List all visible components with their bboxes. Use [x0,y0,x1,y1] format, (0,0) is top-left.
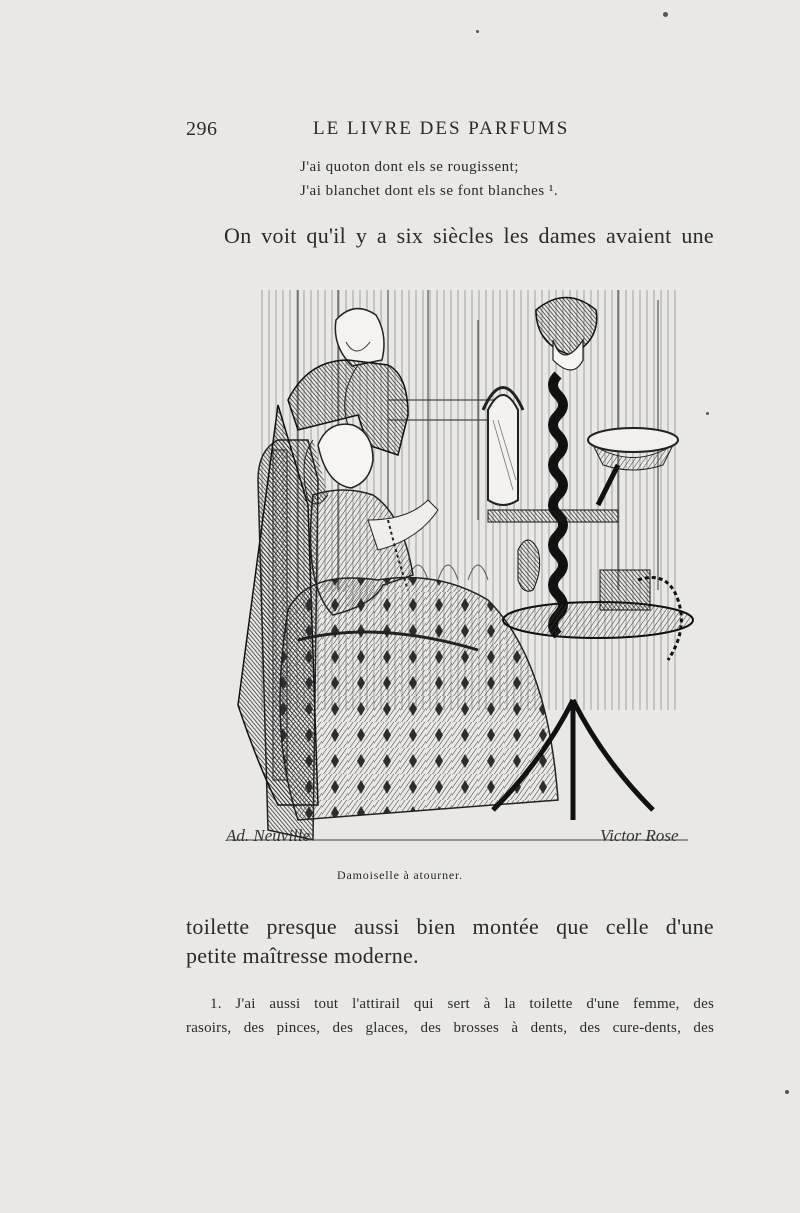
paper-speck [785,1090,789,1094]
paper-speck [706,412,709,415]
artist-signature-right: Victor Rose [600,826,679,845]
running-title: LE LIVRE DES PARFUMS [313,118,570,139]
body-text-line-1: On voit qu'il y a six siècles les dames avaient une [224,223,714,248]
page-number: 296 [186,118,218,140]
artist-signature-left: Ad. Neuville [226,826,311,845]
footnote-line-2: rasoirs, des pinces, des glaces, des brosses à dents, des cure-dents, des [186,1020,714,1036]
paper-speck [476,30,479,33]
illustration-caption: Damoiselle à atourner. [337,868,463,882]
footnote-line-1: 1. J'ai aussi tout l'attirail qui sert à la toilette d'une femme, des [210,996,714,1012]
body-text-line-2: toilette presque aussi bien montée que celle d'une [186,914,714,939]
verse-line-2: J'ai blanchet dont els se font blanches ¹. [300,183,559,199]
engraving-illustration [218,280,698,850]
verse-line-1: J'ai quoton dont els se rougissent; [300,159,519,175]
body-text-line-3: petite maîtresse moderne. [186,943,419,968]
paper-speck [663,12,668,17]
